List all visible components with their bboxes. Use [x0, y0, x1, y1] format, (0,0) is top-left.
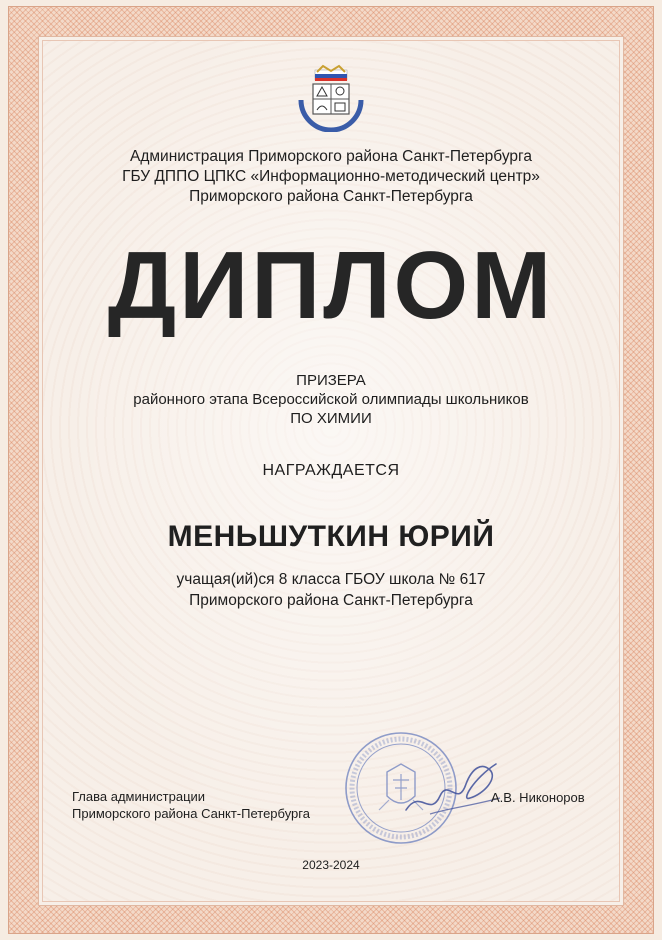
signature-icon — [400, 748, 510, 828]
signatory-position-line-2: Приморского района Санкт-Петербурга — [72, 806, 310, 821]
student-line-2: Приморского района Санкт-Петербурга — [189, 592, 473, 609]
award-line-3: ПО ХИМИИ — [290, 410, 372, 427]
signatory-position — [72, 788, 310, 822]
signatory-position-line-1: Глава администрации — [72, 789, 206, 804]
award-line-2: районного этапа Всероссийской олимпиады школьников — [133, 391, 529, 408]
recipient-name: МЕНЬШУТКИН ЮРИЙ — [167, 520, 495, 553]
organization-header — [0, 147, 662, 207]
diploma-title: ДИПЛОМ — [107, 232, 555, 339]
awarded-label: НАГРАЖДАЕТСЯ — [262, 462, 400, 479]
student-info — [0, 569, 662, 611]
organization-line-1: Администрация Приморского района Санкт-Петербурга — [130, 148, 532, 165]
organization-line-3: Приморского района Санкт-Петербурга — [189, 188, 473, 205]
signatory-name: А.В. Никоноров — [491, 790, 585, 805]
award-description — [0, 371, 662, 428]
olympiad-emblem-icon — [295, 62, 367, 132]
academic-year: 2023-2024 — [302, 858, 360, 872]
student-line-1: учащая(ий)ся 8 класса ГБОУ школа № 617 — [176, 571, 486, 588]
award-line-1: ПРИЗЕРА — [296, 372, 366, 389]
organization-line-2: ГБУ ДППО ЦПКС «Информационно-методический центр» — [122, 168, 540, 185]
